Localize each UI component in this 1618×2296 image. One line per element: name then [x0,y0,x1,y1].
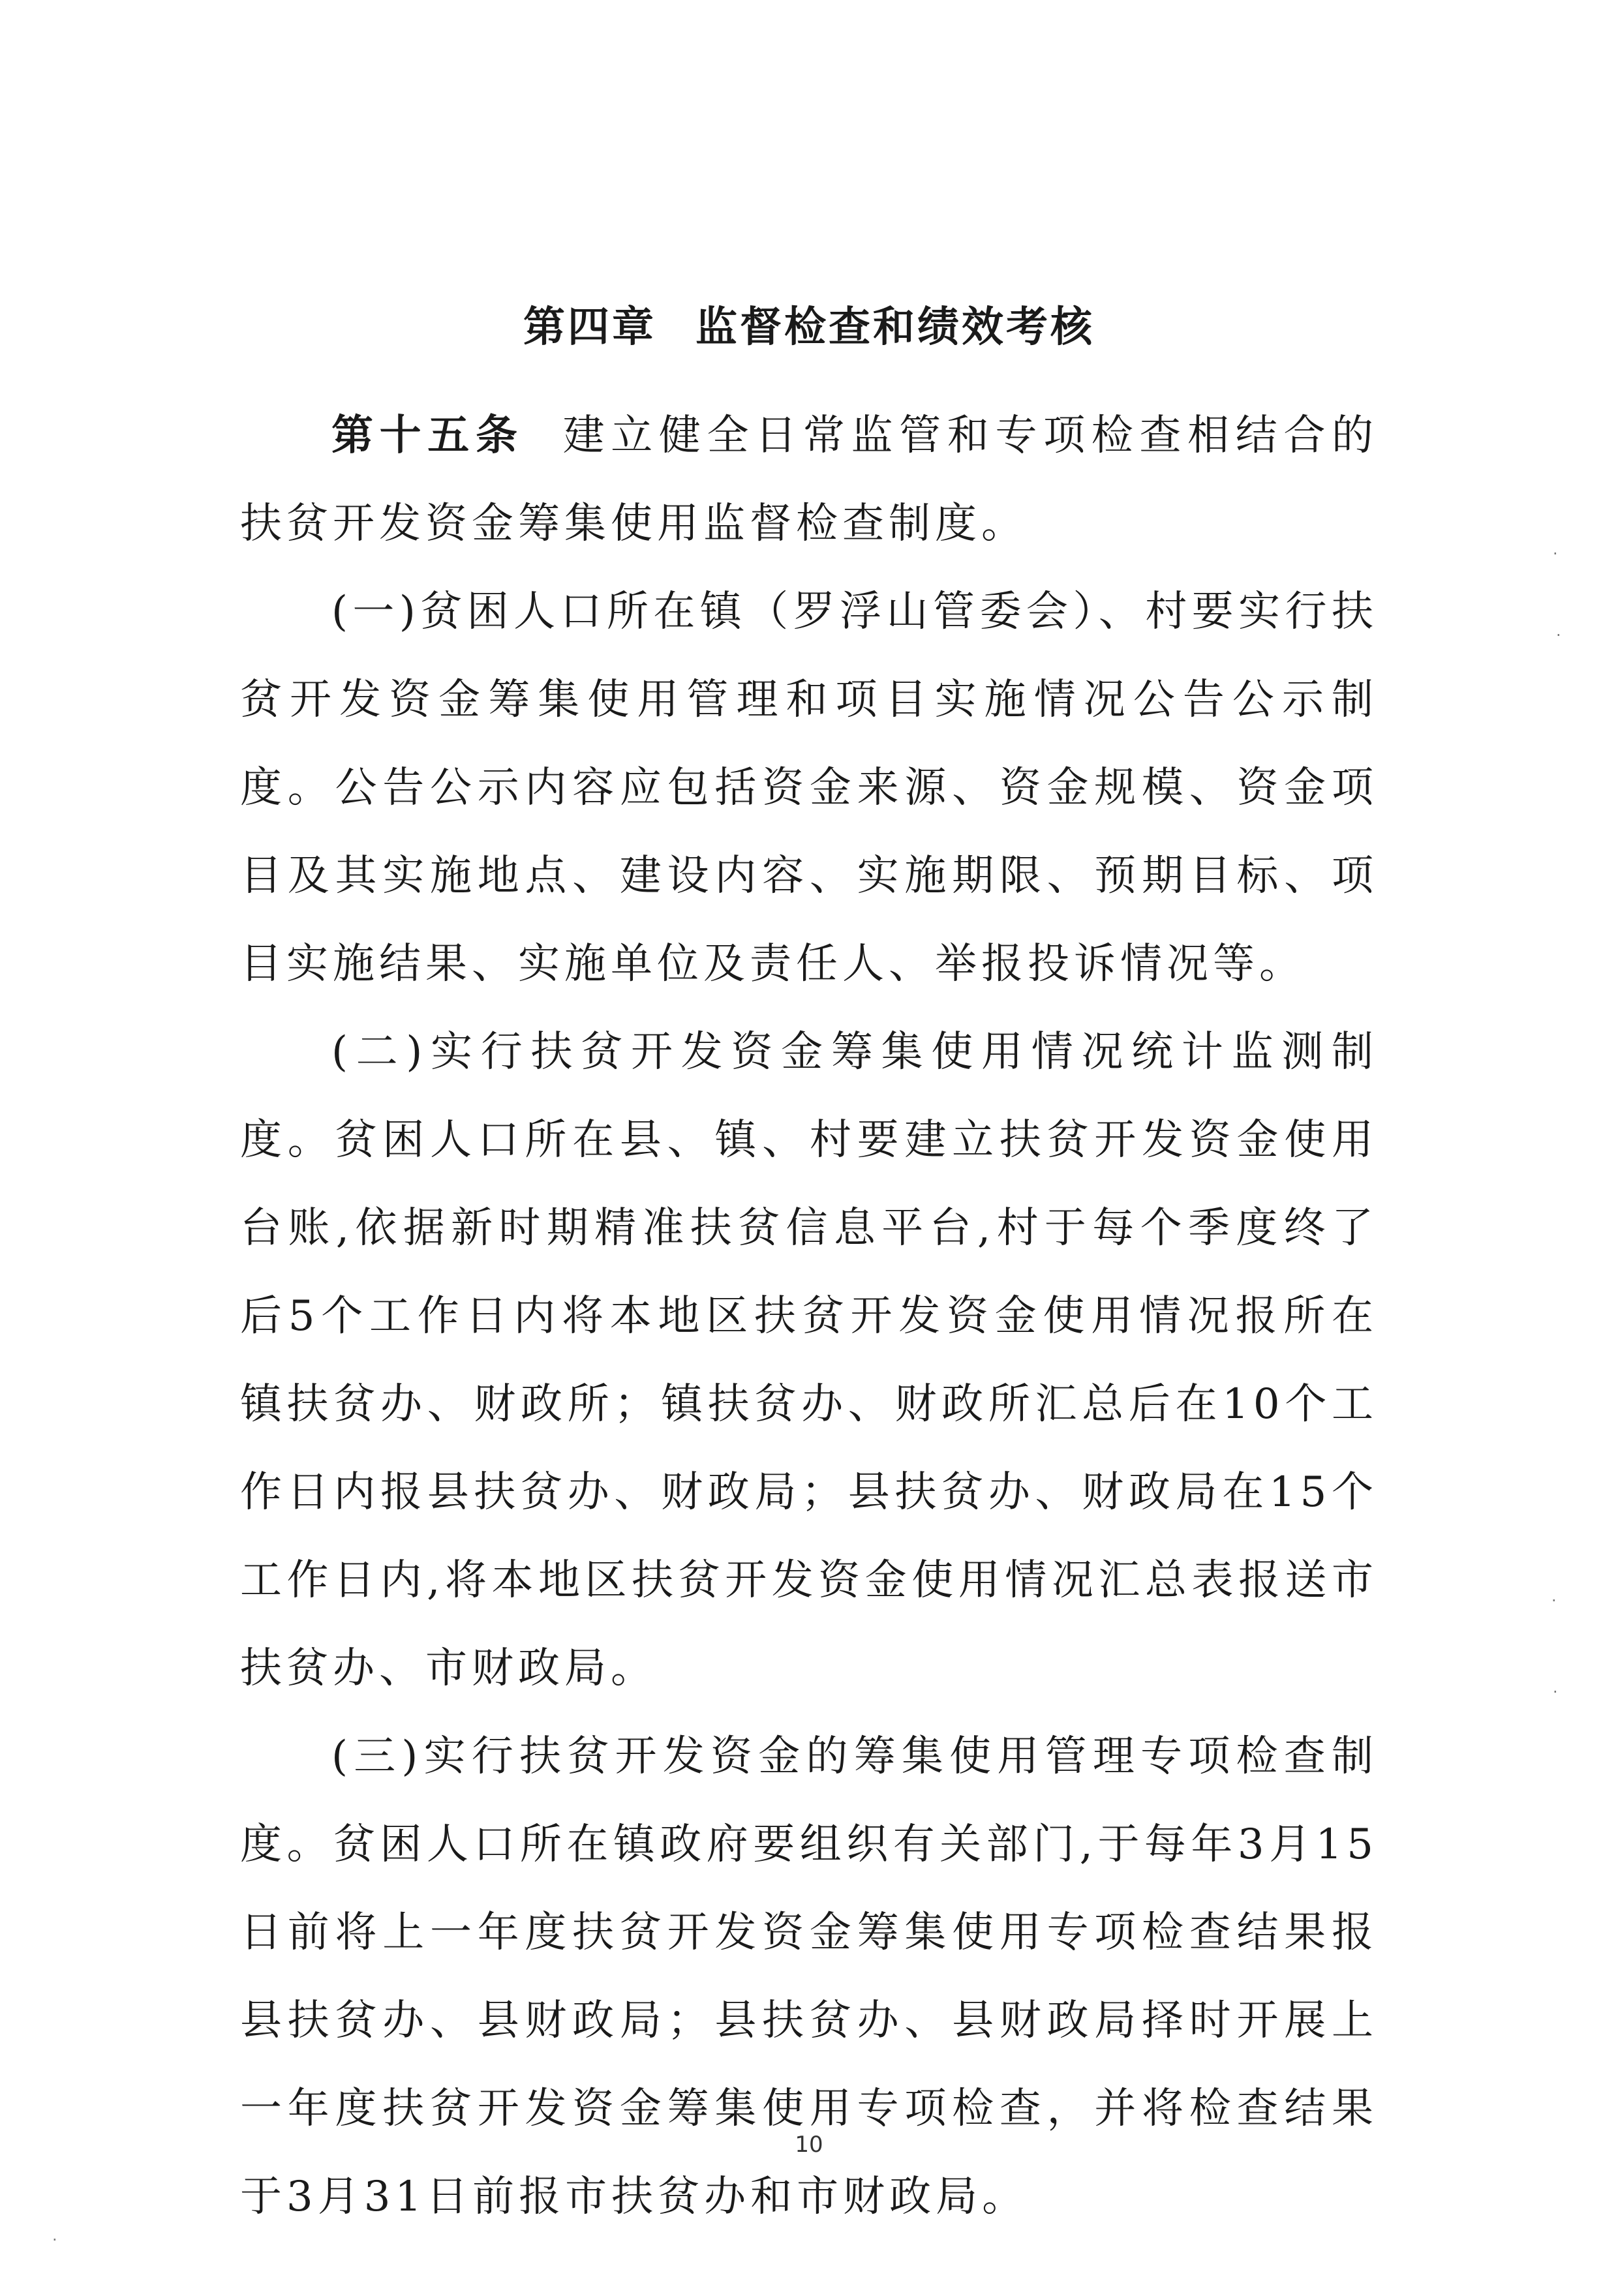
clause-paragraph-1: (一)贫困人口所在镇（罗浮山管委会）、村要实行扶贫开发资金筹集使用管理和项目实施情况公告公示制度。公告公示内容应包括资金来源、资金规模、资金项目及其实施地点、建设内容、实施期限、预期目标、项目实施结果、实施单位及责任人、举报投诉情况等。 [240,588,1378,988]
article-heading: 第十五条 [331,411,524,460]
scan-speck: · [1551,1592,1557,1610]
scan-speck: · [1556,626,1561,644]
clause-paragraph-3: (三)实行扶贫开发资金的筹集使用管理专项检查制度。贫困人口所在镇政府要组织有关部门,于每年3月15日前将上一年度扶贫开发资金筹集使用专项检查结果报县扶贫办、县财政局；县扶贫办、县财政局择时开展上一年度扶贫开发资金筹集使用专项检查，并将检查结果于3月31日前报市扶贫办和市财政局。 [240,1732,1378,2221]
article-paragraph [240,391,1378,568]
scan-speck: · [1553,545,1558,563]
clause-paragraph-2: (二)实行扶贫开发资金筹集使用情况统计监测制度。贫困人口所在县、镇、村要建立扶贫开发资金使用台账,依据新时期精准扶贫信息平台,村于每个季度终了后5个工作日内将本地区扶贫开发资金使用情况报所在镇扶贫办、财政所；镇扶贫办、财政所汇总后在10个工作日内报县扶贫办、财政局；县扶贫办、财政局在15个工作日内,将本地区扶贫开发资金使用情况汇总表报送市扶贫办、市财政局。 [240,1028,1378,1693]
scan-speck: · [52,2231,57,2249]
chapter-number: 第四章 [523,303,656,352]
scan-speck: · [1553,1683,1558,1701]
body-text [240,391,1378,2241]
chapter-title [0,301,1618,354]
page-number: 10 [795,2132,823,2158]
chapter-name: 监督检查和绩效考核 [695,303,1095,352]
article-intro: 建立健全日常监管和专项检查相结合的扶贫开发资金筹集使用监督检查制度。 [240,412,1379,548]
